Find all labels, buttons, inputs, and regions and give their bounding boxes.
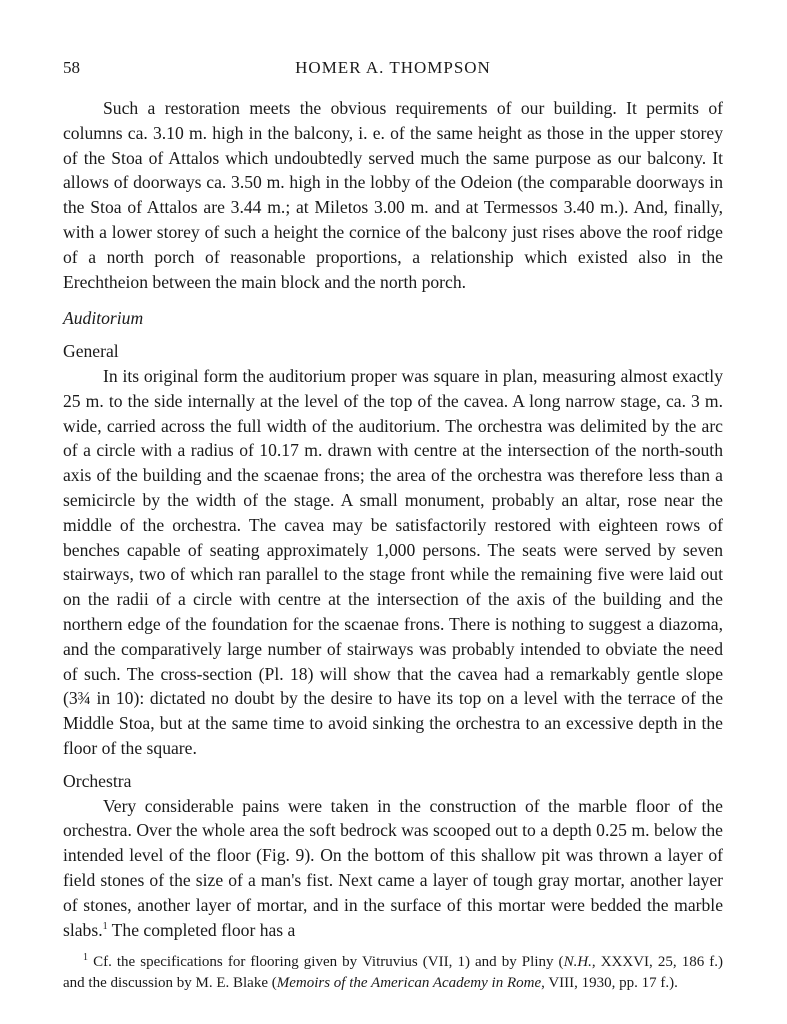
footnote [63,952,723,994]
page-header [63,58,723,82]
footnote-text-2: , XXXVI, 25, 186 f.) and the discussion by M. E. Blake ( [63,954,723,992]
page [63,58,723,994]
general-heading: General [63,341,119,362]
general-paragraph: In its original form the auditorium proper was square in plan, measuring almost exactly 25 m. to the side internally at the level of the top of the cavea. A long narrow stage, ca. 3 m. wide, carried across the full width of the auditorium. The orchestra was delimited by the arc of a circle with a radius of 10.17 m. drawn with centre at the intersection of the north-south axis of the building and the scaenae frons; the area of the orchestra was therefore less than a semicircle by the width of the stage. A small monument, probably an altar, rose near the middle of the orchestra. The cavea may be satisfactorily restored with eighteen rows of benches capable of seating approximately 1,000 persons. The seats were served by seven stairways, two of which ran parallel to the stage front while the remaining five were laid out on the radii of a circle with centre at the intersection of the axis of the building and the northern edge of the foundation for the scaenae frons. There is nothing to suggest a diazoma, and the comparatively large number of stairways was probably intended to obviate the need of such. The cross-section (Pl. 18) will show that the cavea had a remarkably gentle slope (3¾ in 10): dictated no doubt by the desire to have its top on a level with the terrace of the Middle Stoa, but at the same time to avoid sinking the orchestra to an excessive depth in the floor of the square. [63,365,723,758]
footnote-text-1: Cf. the specifications for flooring given by Vitruvius (VII, 1) and by Pliny ( [88,954,564,971]
intro-paragraph: Such a restoration meets the obvious requirements of our building. It permits of columns ca. 3.10 m. high in the balcony, i. e. of the same height as those in the upper storey of the Stoa of Attalos which undoubtedly served much the same purpose as our balcony. It allows of doorways ca. 3.50 m. high in the lobby of the Odeion (the comparable doorways in the Stoa of Attalos are 3.44 m.; at Miletos 3.00 m. and at Termessos 3.40 m.). And, finally, with a lower storey of such a height the cornice of the balcony just rises above the roof ridge of a north porch of reasonable proportions, a relationship which existed also in the Erechtheion between the main block and the north porch. [63,98,723,292]
orchestra-text-after: The completed floor has a [107,919,296,940]
footnote-citation-pliny: N.H. [563,954,592,971]
running-head: HOMER A. THOMPSON [295,58,491,77]
section-title: Auditorium [63,308,144,329]
page-number: 58 [63,58,80,77]
footnote-reference[interactable]: 1 [102,920,108,932]
orchestra-paragraph [63,794,723,943]
orchestra-text: Very considerable pains were taken in the construction of the marble floor of the orchestra. Over the whole area the soft bedrock was scooped out to a depth 0.25 m. below the intended level of the floor (Fig. 9). On the bottom of this shallow pit was thrown a layer of field stones of the size of a man's fist. Next came a layer of tough gray mortar, another layer of stones, another layer of mortar, and in the surface of this mortar were bedded the marble slabs. [63,795,723,940]
footnote-text-3: , VIII, 1930, pp. 17 f.). [541,975,678,992]
footnote-citation-memoirs: Memoirs of the American Academy in Rome [276,975,542,992]
footnote-marker: 1 [83,952,88,964]
orchestra-heading: Orchestra [63,770,132,791]
